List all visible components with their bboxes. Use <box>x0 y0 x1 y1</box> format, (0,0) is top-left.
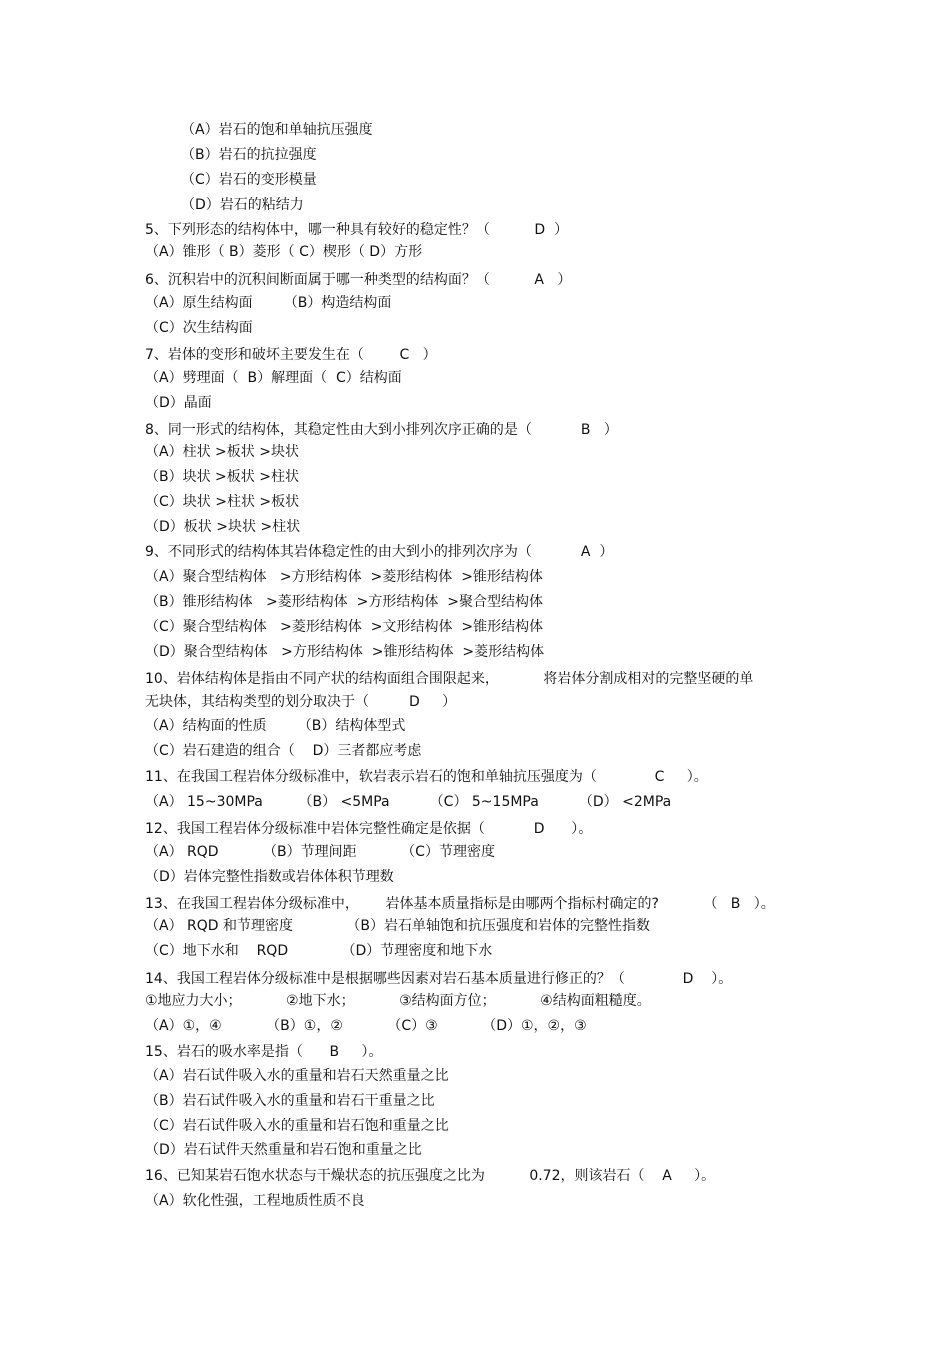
text-line: 无块体，其结构类型的划分取决于（ D ） <box>145 694 457 710</box>
text-line: （C）岩石的变形模量 <box>181 172 317 188</box>
text-line: 5、下列形态的结构体中，哪一种具有较好的稳定性？（ D ） <box>145 222 569 238</box>
text-line: （B）岩石试件吸入水的重量和岩石干重量之比 <box>145 1093 435 1109</box>
text-line: （C）地下水和 RQD （D）节理密度和地下水 <box>145 943 493 959</box>
text-line: （A） 15~30MPa （B） <5MPa （C） 5~15MPa （D） <2MPa <box>145 794 672 810</box>
text-line: 12、我国工程岩体分级标准中岩体完整性确定是依据（ D ）。 <box>145 821 593 837</box>
text-line: （B）块状 >板状 >柱状 <box>145 469 299 485</box>
text-line: （C）岩石建造的组合（ D）三者都应考虑 <box>145 743 422 759</box>
text-line: ①地应力大小； ②地下水； ③结构面方位； ④结构面粗糙度。 <box>145 993 651 1009</box>
text-line: 8、同一形式的结构体，其稳定性由大到小排列次序正确的是（ B ） <box>145 422 618 438</box>
text-line: （A）软化性强，工程地质性质不良 <box>145 1193 365 1209</box>
text-line: 16、已知某岩石饱水状态与干燥状态的抗压强度之比为 0.72，则该岩石（ A ）。 <box>145 1168 716 1184</box>
text-line: （A）①，④ （B）①，② （C）③ （D）①，②，③ <box>145 1018 587 1034</box>
text-line: （A）原生结构面 （B）构造结构面 <box>145 295 392 311</box>
text-line: （C）块状 >柱状 >板状 <box>145 494 300 510</box>
text-line: 11、在我国工程岩体分级标准中，软岩表示岩石的饱和单轴抗压强度为（ C ）。 <box>145 769 708 785</box>
text-line: （D）板状 >块状 >柱状 <box>145 519 301 535</box>
text-line: （D）岩石的粘结力 <box>181 197 304 213</box>
text-line: （D）聚合型结构体 >方形结构体 >锥形结构体 >菱形结构体 <box>145 644 545 660</box>
text-line: （C）聚合型结构体 >菱形结构体 >文形结构体 >锥形结构体 <box>145 619 544 635</box>
text-line: 7、岩体的变形和破坏主要发生在（ C ） <box>145 347 437 363</box>
text-line: （A）锥形（ B）菱形（ C）楔形（ D）方形 <box>145 244 423 260</box>
text-line: 9、不同形式的结构体其岩体稳定性的由大到小的排列次序为（ A ） <box>145 544 614 560</box>
text-line: （D）晶面 <box>145 395 212 411</box>
text-line: （C）岩石试件吸入水的重量和岩石饱和重量之比 <box>145 1118 449 1134</box>
text-line: 14、我国工程岩体分级标准中是根据哪些因素对岩石基本质量进行修正的？（ D ）。 <box>145 971 733 987</box>
text-line: （A）岩石试件吸入水的重量和岩石天然重量之比 <box>145 1068 449 1084</box>
text-line: （C）次生结构面 <box>145 320 253 336</box>
text-line: 6、沉积岩中的沉积间断面属于哪一种类型的结构面？（ A ） <box>145 272 572 288</box>
text-line: 10、岩体结构体是指由不同产状的结构面组合围限起来， 将岩体分割成相对的完整坚硬的单 <box>145 671 754 687</box>
text-line: （D）岩体完整性指数或岩体体积节理数 <box>145 869 394 885</box>
text-line: 15、岩石的吸水率是指（ B ）。 <box>145 1044 383 1060</box>
text-line: 13、在我国工程岩体分级标准中， 岩体基本质量指标是由哪两个指标村确定的? （ B ）。 <box>145 896 775 912</box>
text-line: （B）锥形结构体 >菱形结构体 >方形结构体 >聚合型结构体 <box>145 594 543 610</box>
text-line: （A）结构面的性质 （B）结构体型式 <box>145 718 406 734</box>
text-line: （A）岩石的饱和单轴抗压强度 <box>181 122 373 138</box>
text-line: （A）柱状 >板状 >块状 <box>145 444 299 460</box>
text-line: （A） RQD 和节理密度 （B）岩石单轴饱和抗压强度和岩体的完整性指数 <box>145 918 651 934</box>
text-line: （A） RQD （B）节理间距 （C）节理密度 <box>145 844 495 860</box>
text-line: （A）劈理面（ B）解理面（ C）结构面 <box>145 370 402 386</box>
text-line: （A）聚合型结构体 >方形结构体 >菱形结构体 >锥形结构体 <box>145 569 543 585</box>
text-line: （D）岩石试件天然重量和岩石饱和重量之比 <box>145 1142 422 1158</box>
text-line: （B）岩石的抗拉强度 <box>181 147 317 163</box>
